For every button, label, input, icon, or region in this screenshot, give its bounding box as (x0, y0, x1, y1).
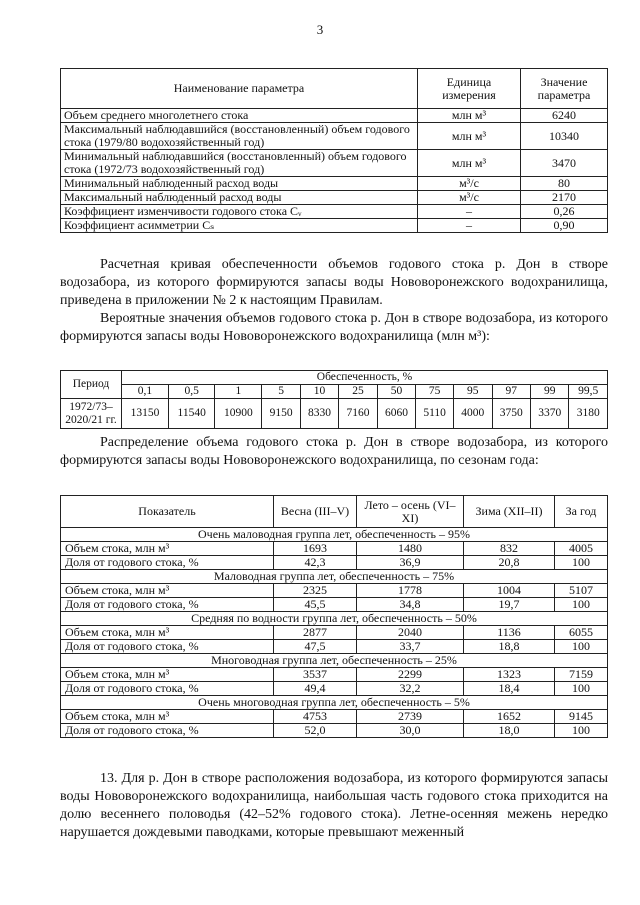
row-value: 45,5 (274, 598, 357, 612)
probability-level: 1 (215, 385, 262, 399)
probability-value: 9150 (262, 399, 300, 429)
table-row (61, 584, 608, 598)
row-label: Доля от годового стока, % (61, 556, 274, 570)
row-value: 4753 (274, 710, 357, 724)
row-value: 1778 (357, 584, 464, 598)
table-row (61, 598, 608, 612)
group-row (61, 654, 608, 668)
row-value: 2739 (357, 710, 464, 724)
parameter-name: Минимальный наблюденный расход воды (61, 177, 418, 191)
probability-value: 6060 (377, 399, 415, 429)
parameter-value: 6240 (521, 109, 608, 123)
probability-level: 97 (492, 385, 530, 399)
row-value: 1004 (464, 584, 555, 598)
row-label: Объем стока, млн м³ (61, 626, 274, 640)
param-name-header: Наименование параметра (61, 69, 418, 109)
parameter-name: Объем среднего многолетнего стока (61, 109, 418, 123)
parameter-row (61, 219, 608, 233)
table-row (61, 724, 608, 738)
indicator-header: Показатель (61, 496, 274, 528)
paragraph-probable-values: Вероятные значения объемов годового стока р. Дон в створе водозабора, из которого формируются запасы воды Нововоронежского водохранилища (млн м³): (60, 311, 608, 344)
row-value: 9145 (555, 710, 608, 724)
row-value: 832 (464, 542, 555, 556)
row-value: 7159 (555, 668, 608, 682)
row-label: Доля от годового стока, % (61, 724, 274, 738)
parameter-row (61, 150, 608, 177)
summer-autumn-header: Лето – осень (VI–XI) (357, 496, 464, 528)
parameter-name: Максимальный наблюденный расход воды (61, 191, 418, 205)
parameter-value: 0,26 (521, 205, 608, 219)
year-header: За год (555, 496, 608, 528)
group-title: Очень многоводная группа лет, обеспеченность – 5% (61, 696, 608, 710)
row-value: 34,8 (357, 598, 464, 612)
probability-level: 0,1 (122, 385, 169, 399)
parameter-row (61, 123, 608, 150)
row-label: Объем стока, млн м³ (61, 584, 274, 598)
row-value: 2877 (274, 626, 357, 640)
winter-header: Зима (XII–II) (464, 496, 555, 528)
table-row (61, 542, 608, 556)
row-value: 2325 (274, 584, 357, 598)
row-value: 2299 (357, 668, 464, 682)
row-label: Объем стока, млн м³ (61, 668, 274, 682)
group-row (61, 528, 608, 542)
probability-level: 50 (377, 385, 415, 399)
probability-table (60, 370, 608, 429)
row-value: 1323 (464, 668, 555, 682)
row-value: 2040 (357, 626, 464, 640)
table-row (61, 682, 608, 696)
parameter-unit: млн м³ (418, 150, 521, 177)
parameter-value: 0,90 (521, 219, 608, 233)
parameter-unit: – (418, 205, 521, 219)
group-row (61, 696, 608, 710)
row-value: 3537 (274, 668, 357, 682)
parameter-row (61, 177, 608, 191)
row-value: 100 (555, 682, 608, 696)
paragraph-13: 13. Для р. Дон в створе расположения водозабора, из которого формируются запасы воды Нововоронежского водохранилища, наибольшая часть годового стока приходится на долю весеннего половодья (42–52% годового стока). Летне-осенняя межень нередко нарушается дождевыми паводками, которые превышают меженный (60, 771, 608, 840)
row-value: 6055 (555, 626, 608, 640)
probability-level: 95 (454, 385, 492, 399)
probability-value: 10900 (215, 399, 262, 429)
row-value: 1652 (464, 710, 555, 724)
probability-level: 25 (339, 385, 377, 399)
row-label: Доля от годового стока, % (61, 598, 274, 612)
row-value: 1136 (464, 626, 555, 640)
row-value: 52,0 (274, 724, 357, 738)
probability-level: 99 (530, 385, 568, 399)
group-title: Маловодная группа лет, обеспеченность – 75% (61, 570, 608, 584)
parameter-unit: – (418, 219, 521, 233)
probability-value: 7160 (339, 399, 377, 429)
table-row (61, 668, 608, 682)
param-unit-header: Единица измерения (418, 69, 521, 109)
table-row (61, 640, 608, 654)
row-value: 100 (555, 556, 608, 570)
parameter-name: Коэффициент изменчивости годового стока Cᵥ (61, 205, 418, 219)
probability-value: 11540 (168, 399, 214, 429)
probability-value: 8330 (300, 399, 338, 429)
row-label: Доля от годового стока, % (61, 640, 274, 654)
paragraph-seasonal: Распределение объема годового стока р. Дон в створе водозабора, из которого формируются запасы воды Нововоронежского водохранилища, по сезонам года: (60, 435, 608, 468)
row-value: 18,4 (464, 682, 555, 696)
parameter-row (61, 191, 608, 205)
probability-group-header: Обеспеченность, % (122, 371, 608, 385)
period-header: Период (61, 371, 122, 399)
group-row (61, 570, 608, 584)
parameter-row (61, 109, 608, 123)
parameter-value: 80 (521, 177, 608, 191)
row-value: 1480 (357, 542, 464, 556)
parameter-name: Минимальный наблюдавшийся (восстановленный) объем годового стока (1972/73 водохозяйственный год) (61, 150, 418, 177)
row-value: 100 (555, 640, 608, 654)
page-number: 3 (316, 22, 324, 37)
group-title: Многоводная группа лет, обеспеченность – 25% (61, 654, 608, 668)
row-label: Объем стока, млн м³ (61, 542, 274, 556)
parameter-unit: м³/с (418, 191, 521, 205)
group-title: Очень маловодная группа лет, обеспеченность – 95% (61, 528, 608, 542)
probability-value: 3180 (569, 399, 608, 429)
parameters-table (60, 68, 608, 233)
parameter-name: Максимальный наблюдавшийся (восстановленный) объем годового стока (1979/80 водохозяйственный год) (61, 123, 418, 150)
row-value: 100 (555, 598, 608, 612)
probability-value: 3750 (492, 399, 530, 429)
parameter-unit: млн м³ (418, 123, 521, 150)
probability-value: 5110 (416, 399, 454, 429)
row-label: Доля от годового стока, % (61, 682, 274, 696)
parameter-value: 10340 (521, 123, 608, 150)
table-row (61, 556, 608, 570)
row-value: 18,8 (464, 640, 555, 654)
group-row (61, 612, 608, 626)
probability-level: 10 (300, 385, 338, 399)
table-row (61, 626, 608, 640)
row-value: 4005 (555, 542, 608, 556)
parameter-unit: млн м³ (418, 109, 521, 123)
period-value: 1972/73– 2020/21 гг. (61, 399, 122, 429)
row-value: 100 (555, 724, 608, 738)
row-value: 5107 (555, 584, 608, 598)
group-title: Средняя по водности группа лет, обеспеченность – 50% (61, 612, 608, 626)
row-label: Объем стока, млн м³ (61, 710, 274, 724)
row-value: 32,2 (357, 682, 464, 696)
row-value: 42,3 (274, 556, 357, 570)
seasonal-table (60, 495, 608, 738)
row-value: 47,5 (274, 640, 357, 654)
parameter-row (61, 205, 608, 219)
row-value: 36,9 (357, 556, 464, 570)
row-value: 49,4 (274, 682, 357, 696)
row-value: 30,0 (357, 724, 464, 738)
probability-level: 5 (262, 385, 300, 399)
probability-value: 4000 (454, 399, 492, 429)
probability-level: 75 (416, 385, 454, 399)
row-value: 19,7 (464, 598, 555, 612)
probability-level: 0,5 (168, 385, 214, 399)
table-row (61, 710, 608, 724)
row-value: 33,7 (357, 640, 464, 654)
parameter-value: 3470 (521, 150, 608, 177)
paragraph-curve: Расчетная кривая обеспеченности объемов годового стока р. Дон в створе водозабора, из которого формируются запасы воды Нововоронежского водохранилища, приведена в приложении № 2 к настоящим Правилам. (60, 257, 608, 308)
parameter-name: Коэффициент асимметрии Cₛ (61, 219, 418, 233)
parameter-value: 2170 (521, 191, 608, 205)
probability-value: 3370 (530, 399, 568, 429)
row-value: 20,8 (464, 556, 555, 570)
row-value: 18,0 (464, 724, 555, 738)
spring-header: Весна (III–V) (274, 496, 357, 528)
row-value: 1693 (274, 542, 357, 556)
probability-value: 13150 (122, 399, 169, 429)
probability-level: 99,5 (569, 385, 608, 399)
parameter-unit: м³/с (418, 177, 521, 191)
param-value-header: Значение параметра (521, 69, 608, 109)
